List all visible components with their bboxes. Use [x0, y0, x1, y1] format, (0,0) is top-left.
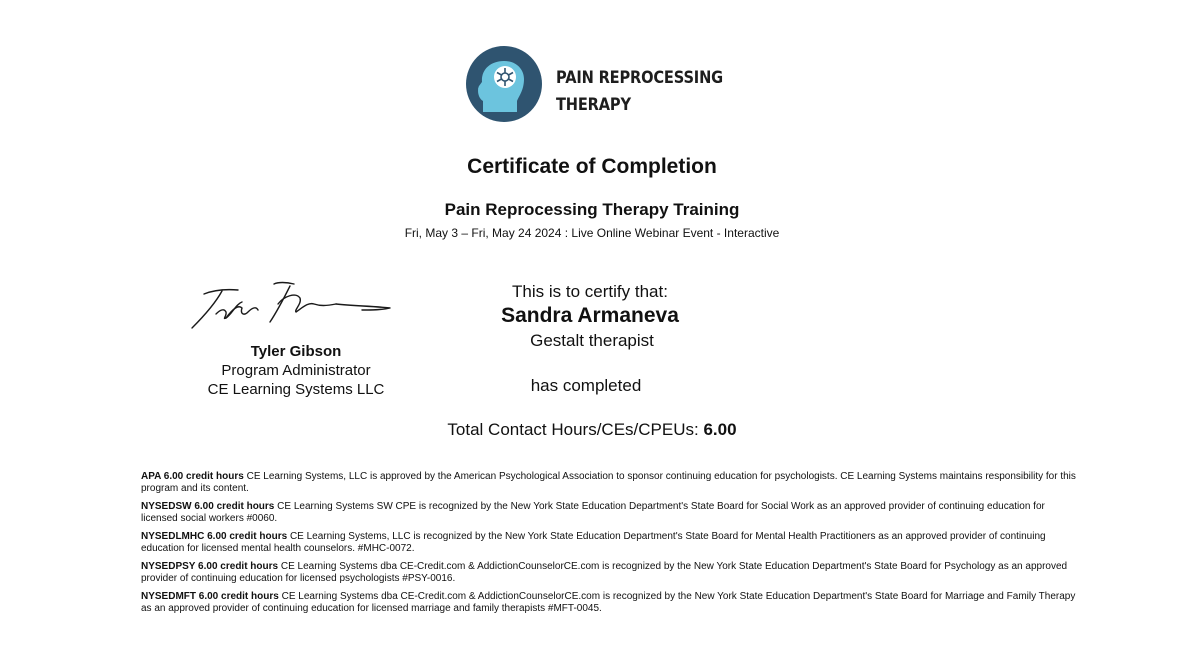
- signer-block: [186, 342, 406, 399]
- approval-text: CE Learning Systems SW CPE is recognized by the New York State Education Department's State Board for Social Work as an approved provider of continuing education for licensed social workers #0060.: [141, 501, 1045, 524]
- total-hours-label: Total Contact Hours/CEs/CPEUs:: [447, 420, 699, 439]
- approval-text: CE Learning Systems, LLC is recognized by the New York State Education Department's State Board for Mental Health Practitioners as an approved provider of continuing education for licensed mental health counselors. #MHC-0072.: [141, 531, 1046, 554]
- total-hours: [0, 420, 1184, 440]
- approval-nysedlmhc: [141, 531, 1081, 555]
- approval-text: CE Learning Systems, LLC is approved by the American Psychological Association to sponsor continuing education for psychologists. CE Learning Systems maintains responsibility for this program and its content.: [141, 471, 1076, 494]
- recipient-profession: Gestalt therapist: [530, 331, 654, 350]
- approval-text: CE Learning Systems dba CE-Credit.com & AddictionCounselorCE.com is recognized by the New York State Education Department's State Board for Marriage and Family Therapy as an approved provider of continuing education for licensed marriage and family therapists #MFT-0045.: [141, 591, 1076, 614]
- logo-line-2: THERAPY: [556, 95, 631, 115]
- approval-code: APA 6.00 credit hours: [141, 471, 244, 482]
- approval-nysedmft: [141, 591, 1081, 615]
- approval-text: CE Learning Systems dba CE-Credit.com & AddictionCounselorCE.com is recognized by the New York State Education Department's State Board for Psychology as an approved provider of continuing education for licensed psychologists #PSY-0016.: [141, 561, 1068, 584]
- approval-apa: [141, 471, 1081, 495]
- approval-statements: [141, 471, 1081, 621]
- completed-text: has completed: [530, 376, 642, 395]
- certificate-title: Certificate of Completion: [467, 155, 717, 178]
- approval-code: NYSEDLMHC 6.00 credit hours: [141, 531, 288, 542]
- logo-wordmark: [556, 65, 723, 119]
- event-date-line: Fri, May 3 – Fri, May 24 2024 : Live Online Webinar Event - Interactive: [404, 226, 780, 240]
- handwritten-signature: [186, 280, 396, 336]
- course-title: Pain Reprocessing Therapy Training: [444, 200, 740, 219]
- approval-code: NYSEDMFT 6.00 credit hours: [141, 591, 279, 602]
- approval-nysedsw: [141, 501, 1081, 525]
- signer-company: CE Learning Systems LLC: [207, 381, 385, 398]
- approval-code: NYSEDPSY 6.00 credit hours: [141, 561, 279, 572]
- approval-code: NYSEDSW 6.00 credit hours: [141, 501, 275, 512]
- brand-logo: [466, 46, 726, 124]
- total-hours-value: 6.00: [703, 420, 737, 439]
- signer-name: Tyler Gibson: [250, 343, 342, 360]
- recipient-name: Sandra Armaneva: [501, 304, 679, 327]
- certify-intro: This is to certify that:: [512, 282, 668, 301]
- signer-role: Program Administrator: [221, 362, 371, 379]
- head-brain-icon: [466, 46, 542, 122]
- approval-nysedpsy: [141, 561, 1081, 585]
- logo-line-1: PAIN REPROCESSING: [556, 68, 723, 88]
